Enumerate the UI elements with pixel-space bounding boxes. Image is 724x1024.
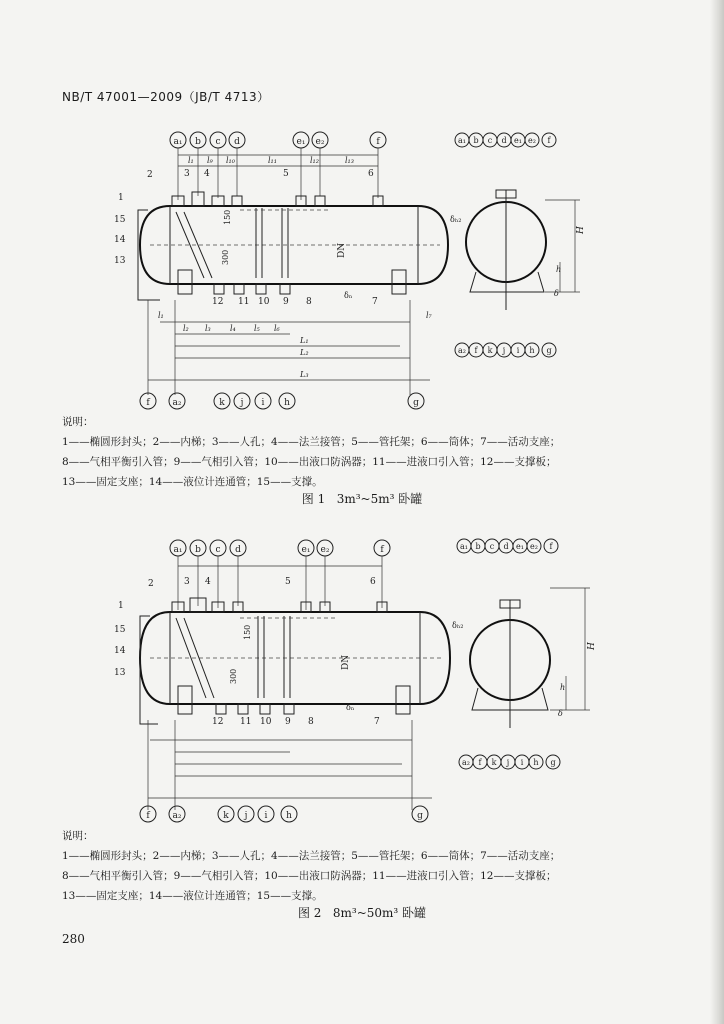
fig1-top-label bbox=[170, 132, 186, 148]
svg-text:a₂: a₂ bbox=[172, 398, 182, 408]
svg-text:e₂: e₂ bbox=[320, 545, 330, 555]
svg-text:11: 11 bbox=[240, 717, 252, 727]
svg-text:b: b bbox=[195, 137, 201, 147]
svg-text:a₂: a₂ bbox=[462, 758, 470, 767]
svg-text:l₁₂: l₁₂ bbox=[310, 156, 319, 165]
fig2-bottom-label bbox=[412, 806, 428, 822]
svg-text:7: 7 bbox=[374, 717, 380, 727]
svg-text:f: f bbox=[376, 137, 380, 147]
svg-text:l₄: l₄ bbox=[230, 324, 236, 333]
fig2-bottom-label bbox=[258, 806, 274, 822]
svg-text:l₇: l₇ bbox=[426, 311, 432, 320]
fig2-top-label bbox=[230, 540, 246, 556]
fig1-bottom-label bbox=[214, 393, 230, 409]
svg-text:i: i bbox=[520, 758, 524, 767]
svg-text:δ: δ bbox=[558, 709, 563, 718]
svg-text:11: 11 bbox=[238, 297, 250, 307]
svg-text:DN: DN bbox=[341, 654, 351, 670]
svg-text:14: 14 bbox=[114, 646, 126, 656]
svg-text:1: 1 bbox=[118, 193, 124, 203]
page-number: 280 bbox=[62, 932, 85, 946]
svg-text:i: i bbox=[261, 398, 265, 408]
figure-2-caption bbox=[0, 904, 724, 921]
svg-text:i: i bbox=[264, 811, 268, 821]
svg-text:e₂: e₂ bbox=[315, 137, 325, 147]
svg-text:a₁: a₁ bbox=[458, 136, 466, 145]
svg-text:b: b bbox=[195, 545, 201, 555]
fig1-top-label bbox=[370, 132, 386, 148]
svg-text:4: 4 bbox=[205, 577, 211, 587]
svg-text:d: d bbox=[503, 542, 509, 551]
svg-text:300: 300 bbox=[221, 249, 230, 265]
fig2-bottom-label bbox=[218, 806, 234, 822]
legend-title: 说明： bbox=[62, 830, 94, 842]
svg-text:9: 9 bbox=[283, 297, 289, 307]
svg-text:2: 2 bbox=[147, 170, 153, 180]
svg-text:150: 150 bbox=[243, 624, 252, 640]
svg-text:k: k bbox=[491, 758, 497, 767]
fig1-top-label-group bbox=[170, 132, 386, 148]
svg-text:l₁₁: l₁₁ bbox=[268, 156, 277, 165]
svg-text:f: f bbox=[478, 758, 482, 767]
svg-text:c: c bbox=[215, 137, 221, 147]
svg-text:e₁: e₁ bbox=[296, 137, 306, 147]
svg-text:DN: DN bbox=[337, 242, 347, 258]
svg-text:f: f bbox=[146, 398, 150, 408]
legend-line: 8——气相平衡引入管；9——气相引入管；10——出液口防涡器；11——进液口引入管；12——支撑板； bbox=[62, 456, 557, 468]
svg-text:b: b bbox=[473, 136, 479, 145]
figure-2-legend bbox=[62, 826, 662, 906]
fig2-top-label bbox=[210, 540, 226, 556]
svg-text:b: b bbox=[475, 542, 481, 551]
svg-text:δₕ₂: δₕ₂ bbox=[450, 215, 462, 224]
svg-text:f: f bbox=[474, 346, 478, 355]
svg-text:H: H bbox=[587, 642, 597, 650]
svg-text:5: 5 bbox=[283, 169, 289, 179]
svg-text:L₁: L₁ bbox=[300, 336, 309, 345]
svg-text:f: f bbox=[380, 545, 384, 555]
fig1-top-label bbox=[190, 132, 206, 148]
fig2-top-label bbox=[374, 540, 390, 556]
svg-text:k: k bbox=[487, 346, 493, 355]
svg-text:L₃: L₃ bbox=[300, 370, 309, 379]
fig1-bottom-label-group bbox=[140, 393, 424, 409]
svg-text:L₂: L₂ bbox=[300, 348, 309, 357]
svg-text:j: j bbox=[506, 758, 510, 767]
svg-text:4: 4 bbox=[204, 169, 210, 179]
fig1-top-label bbox=[312, 132, 328, 148]
svg-text:l₅: l₅ bbox=[254, 324, 260, 333]
fig1-top-label bbox=[229, 132, 245, 148]
svg-text:c: c bbox=[487, 136, 493, 145]
svg-text:a₁: a₁ bbox=[173, 137, 183, 147]
svg-text:d: d bbox=[234, 137, 240, 147]
svg-text:g: g bbox=[550, 758, 556, 767]
standard-header: NB/T 47001—2009（JB/T 4713） bbox=[62, 90, 270, 104]
svg-text:12: 12 bbox=[212, 297, 224, 307]
svg-text:6: 6 bbox=[370, 577, 376, 587]
svg-text:e₂: e₂ bbox=[530, 542, 538, 551]
svg-text:3: 3 bbox=[184, 169, 190, 179]
legend-line: 1——椭圆形封头；2——内梯；3——人孔；4——法兰接管；5——管托架；6——筒体；7——活动支座； bbox=[62, 850, 561, 862]
svg-text:f: f bbox=[146, 811, 150, 821]
svg-text:k: k bbox=[223, 811, 229, 821]
svg-text:10: 10 bbox=[258, 297, 270, 307]
fig1-end-view bbox=[455, 133, 586, 357]
svg-text:1: 1 bbox=[118, 601, 124, 611]
svg-text:a₂: a₂ bbox=[458, 346, 466, 355]
svg-text:δₙ: δₙ bbox=[346, 703, 355, 712]
svg-text:9: 9 bbox=[285, 717, 291, 727]
svg-text:2: 2 bbox=[148, 579, 154, 589]
svg-text:l₉: l₉ bbox=[207, 156, 213, 165]
svg-text:d: d bbox=[501, 136, 507, 145]
svg-text:e₁: e₁ bbox=[301, 545, 311, 555]
fig2-tank-body bbox=[140, 598, 450, 724]
legend-line: 13——固定支座；14——液位计连通管；15——支撑。 bbox=[62, 890, 323, 902]
svg-text:h: h bbox=[284, 398, 290, 408]
svg-text:l₂: l₂ bbox=[183, 324, 189, 333]
svg-text:f: f bbox=[547, 136, 551, 145]
caption-number: 图 2 bbox=[297, 906, 322, 920]
svg-text:δₕ₂: δₕ₂ bbox=[452, 621, 464, 630]
svg-text:h: h bbox=[556, 265, 562, 274]
figure-1-legend bbox=[62, 412, 662, 492]
svg-text:13: 13 bbox=[114, 256, 126, 266]
svg-text:e₂: e₂ bbox=[528, 136, 536, 145]
svg-text:d: d bbox=[235, 545, 241, 555]
svg-text:l₁₃: l₁₃ bbox=[345, 156, 354, 165]
svg-text:h: h bbox=[533, 758, 539, 767]
svg-text:6: 6 bbox=[368, 169, 374, 179]
svg-text:a₁: a₁ bbox=[173, 545, 183, 555]
svg-text:e₁: e₁ bbox=[516, 542, 524, 551]
fig2-bottom-label-group bbox=[140, 806, 428, 822]
fig2-top-label bbox=[298, 540, 314, 556]
svg-text:j: j bbox=[502, 346, 506, 355]
fig2-top-label bbox=[170, 540, 186, 556]
fig1-bottom-label bbox=[140, 393, 156, 409]
svg-text:g: g bbox=[413, 398, 419, 408]
fig1-bottom-label bbox=[234, 393, 250, 409]
svg-text:δₙ: δₙ bbox=[344, 291, 353, 300]
fig2-bottom-label bbox=[238, 806, 254, 822]
svg-text:7: 7 bbox=[372, 297, 378, 307]
caption-text: 3m³~5m³ 卧罐 bbox=[336, 492, 423, 506]
svg-text:l₆: l₆ bbox=[274, 324, 280, 333]
svg-text:g: g bbox=[546, 346, 552, 355]
svg-text:15: 15 bbox=[114, 625, 126, 635]
fig2-bottom-label bbox=[281, 806, 297, 822]
fig2-top-label bbox=[317, 540, 333, 556]
fig1-top-label bbox=[293, 132, 309, 148]
svg-text:δ: δ bbox=[554, 289, 559, 298]
svg-text:13: 13 bbox=[114, 668, 126, 678]
svg-text:a₁: a₁ bbox=[460, 542, 468, 551]
svg-text:l₃: l₃ bbox=[205, 324, 211, 333]
svg-text:H: H bbox=[576, 226, 586, 234]
fig2-top-label-group bbox=[170, 540, 390, 556]
fig2-top-label bbox=[190, 540, 206, 556]
svg-text:i: i bbox=[516, 346, 520, 355]
svg-text:h: h bbox=[286, 811, 292, 821]
fig2-end-view bbox=[457, 539, 597, 769]
svg-text:l₁: l₁ bbox=[158, 311, 164, 320]
svg-text:5: 5 bbox=[285, 577, 291, 587]
svg-text:k: k bbox=[219, 398, 225, 408]
fig1-bottom-label bbox=[408, 393, 424, 409]
svg-text:c: c bbox=[215, 545, 221, 555]
svg-text:3: 3 bbox=[184, 577, 190, 587]
svg-text:g: g bbox=[417, 811, 423, 821]
fig1-bottom-label bbox=[279, 393, 295, 409]
svg-text:150: 150 bbox=[223, 209, 232, 225]
legend-line: 1——椭圆形封头；2——内梯；3——人孔；4——法兰接管；5——管托架；6——筒体；7——活动支座； bbox=[62, 436, 561, 448]
svg-text:e₁: e₁ bbox=[514, 136, 522, 145]
svg-text:l₁: l₁ bbox=[188, 156, 194, 165]
svg-text:l₁₀: l₁₀ bbox=[226, 156, 235, 165]
svg-text:a₂: a₂ bbox=[172, 811, 182, 821]
svg-text:12: 12 bbox=[212, 717, 224, 727]
fig1-bottom-label bbox=[169, 393, 185, 409]
caption-text: 8m³~50m³ 卧罐 bbox=[332, 906, 427, 920]
legend-title: 说明： bbox=[62, 416, 94, 428]
legend-line: 8——气相平衡引入管；9——气相引入管；10——出液口防涡器；11——进液口引入管；12——支撑板； bbox=[62, 870, 557, 882]
svg-text:h: h bbox=[529, 346, 535, 355]
fig1-tank-body bbox=[138, 192, 448, 300]
svg-text:j: j bbox=[244, 811, 248, 821]
svg-text:8: 8 bbox=[308, 717, 314, 727]
svg-text:10: 10 bbox=[260, 717, 272, 727]
svg-text:8: 8 bbox=[306, 297, 312, 307]
svg-text:f: f bbox=[549, 542, 553, 551]
svg-text:h: h bbox=[560, 683, 566, 692]
svg-text:j: j bbox=[240, 398, 244, 408]
fig1-bottom-label bbox=[255, 393, 271, 409]
svg-text:14: 14 bbox=[114, 235, 126, 245]
svg-text:c: c bbox=[489, 542, 495, 551]
legend-line: 13——固定支座；14——液位计连通管；15——支撑。 bbox=[62, 476, 323, 488]
svg-text:300: 300 bbox=[229, 668, 238, 684]
caption-number: 图 1 bbox=[301, 492, 326, 506]
fig2-bottom-label bbox=[169, 806, 185, 822]
fig1-top-label bbox=[210, 132, 226, 148]
figure-1-caption bbox=[0, 490, 724, 507]
svg-text:15: 15 bbox=[114, 215, 126, 225]
